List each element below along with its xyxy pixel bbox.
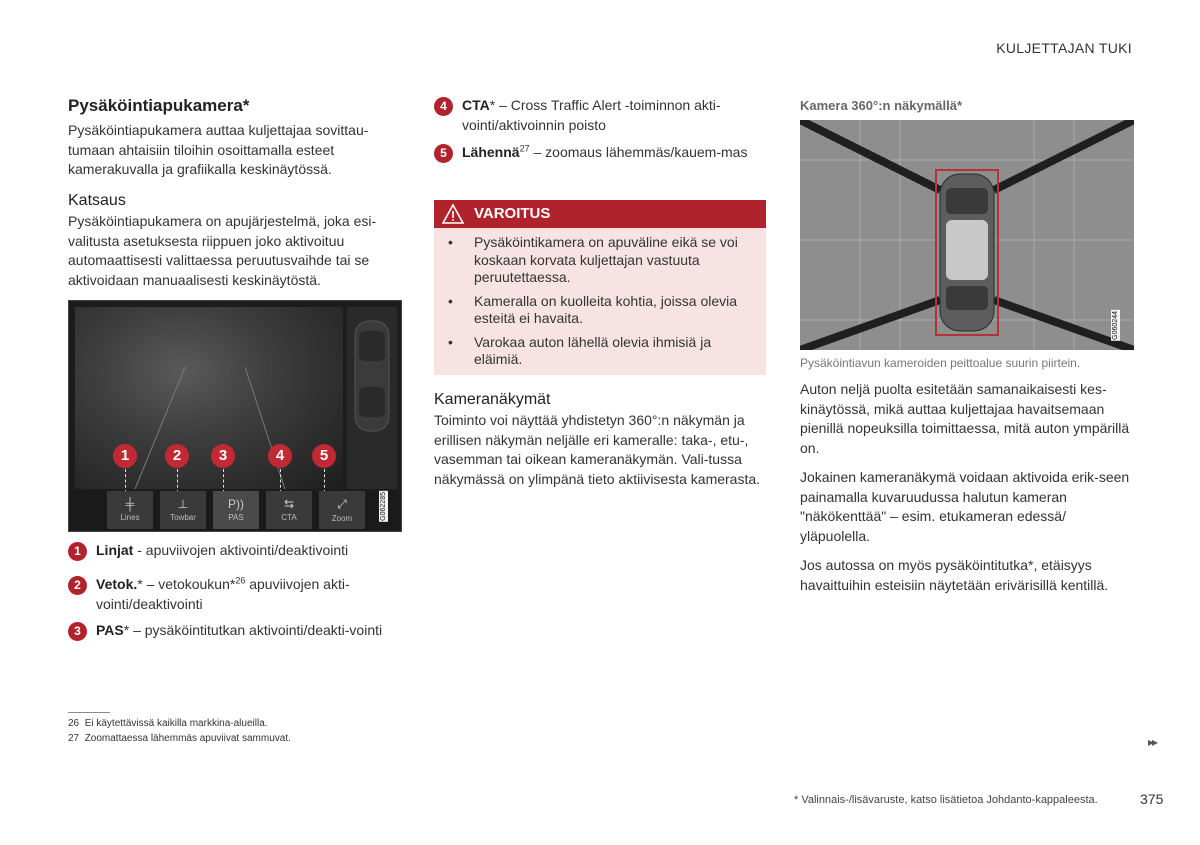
warning-item: • Pysäköintikamera on apuväline eikä se voi koskaan korvata kuljettajan vastuuta peruutettaessa.	[448, 234, 756, 287]
towbar-icon: ⊥	[177, 497, 189, 511]
zoom-button[interactable]: ⤢ Zoom	[319, 491, 365, 529]
legend-item-2: 2 Vetok.* – vetokoukun*$^{26}$ apuviivojen akti-vointi/deaktivointi	[68, 575, 398, 614]
paragraph: Auton neljä puolta esitetään samanaikaisesti kes-kinäytössä, mikä auttaa kuljettajaa havaitsemaan pienillä nopeuksilla toimittaessa, mitä auton ympärillä on.	[800, 381, 1130, 456]
views-text: Toiminto voi näyttää yhdistetyn 360°:n näkymän ja erillisen näkymän neljälle eri kameralle: taka-, etu-, vasemman tai oikean kameranäkymän. Vali-tussa näkymässä on ylimpänä tieto aktiivisesta kamerasta.	[434, 412, 761, 487]
warning-header	[434, 200, 766, 228]
legend-item-5: 5 Lähennä$^{27}$ – zoomaus lähemmäs/kauem-mas	[434, 143, 764, 163]
warning-item: • Varokaa auton lähellä olevia ihmisiä ja eläimiä.	[448, 334, 756, 369]
page-number: 375	[1140, 791, 1164, 807]
cta-button[interactable]: ⇆ CTA	[266, 491, 312, 529]
page-title: Pysäköintiapukamera*	[68, 96, 250, 115]
warning-list	[434, 228, 766, 369]
views-heading: Kameranäkymät	[434, 391, 551, 408]
image-caption: Pysäköintiavun kameroiden peittoalue suurin piirtein.	[800, 356, 1081, 370]
callout-1: 1	[113, 444, 137, 468]
callout-2: 2	[165, 444, 189, 468]
callout-3: 3	[211, 444, 235, 468]
footer-note: * Valinnais-/lisävaruste, katso lisätietoa Johdanto-kappaleesta.	[794, 794, 1098, 806]
warning-title: VAROITUS	[474, 205, 551, 222]
paragraph: Jos autossa on myös pysäköintitutka*, etäisyys havaittuihin esteisiin näytetään erivärisillä kentillä.	[800, 557, 1109, 593]
right-text	[800, 380, 1134, 605]
image-code-360: G060244	[1112, 311, 1119, 340]
car-top-icon	[347, 307, 397, 489]
paragraph: Jokainen kameranäkymä voidaan aktivoida erik-seen painamalla kuvaruudussa halutun kameran "näkökenttää" – esim. etukameran edessä/ yläpuolella.	[800, 469, 1130, 544]
zoom-icon: ⤢	[337, 497, 347, 511]
pas-button[interactable]: P)) PAS	[213, 491, 259, 529]
camera-button-bar	[69, 491, 401, 531]
footnote-27: 27 Zoomattaessa lähemmäs apuviivat sammuvat.	[68, 733, 291, 744]
legend-item-3: 3 PAS* – pysäköintitutkan aktivointi/deakti-vointi	[68, 621, 398, 641]
continue-arrow-icon: ▸▸	[1148, 735, 1157, 749]
camera-360-image	[800, 120, 1134, 350]
camera-screenshot	[68, 300, 402, 532]
callout-4: 4	[268, 444, 292, 468]
section-header: KULJETTAJAN TUKI	[996, 40, 1132, 56]
cta-icon: ⇆	[283, 497, 295, 511]
legend-item-4: 4 CTA* – Cross Traffic Alert -toiminnon akti-vointi/aktivoinnin poisto	[434, 96, 764, 135]
car-overview-panel	[347, 307, 397, 489]
image-title: Kamera 360°:n näkymällä*	[800, 98, 963, 113]
image-code: G062285	[380, 492, 387, 521]
overview-heading: Katsaus	[68, 192, 126, 209]
pas-icon: P))	[228, 497, 244, 511]
callout-5: 5	[312, 444, 336, 468]
warning-box	[434, 200, 766, 375]
lines-button[interactable]: ╪ Lines	[107, 491, 153, 529]
warning-item: • Kameralla on kuolleita kohtia, joissa olevia esteitä ei havaita.	[448, 293, 756, 328]
coverage-diagram	[800, 120, 1134, 350]
towbar-button[interactable]: ⊥ Towbar	[160, 491, 206, 529]
legend-item-1: 1 Linjat - apuviivojen aktivointi/deaktivointi	[68, 541, 398, 561]
footnote-26: 26 Ei käytettävissä kaikilla markkina-alueilla.	[68, 718, 268, 729]
overview-text: Pysäköintiapukamera on apujärjestelmä, joka esi-valitusta asetuksesta riippuen joko aktivoituu automaattisesti valittaessa peruutusvaihde tai se aktivoidaan manuaalisesti keskinäytöstä.	[68, 213, 377, 288]
intro-text: Pysäköintiapukamera auttaa kuljettajaa sovittau-tumaan ahtaisiin tiloihin osoittamalla esteet kamerakuvalla ja grafiikalla keskinäytössä.	[68, 122, 369, 177]
warning-triangle-icon	[442, 203, 464, 225]
footnote-rule	[68, 712, 110, 713]
lines-icon: ╪	[125, 497, 135, 511]
